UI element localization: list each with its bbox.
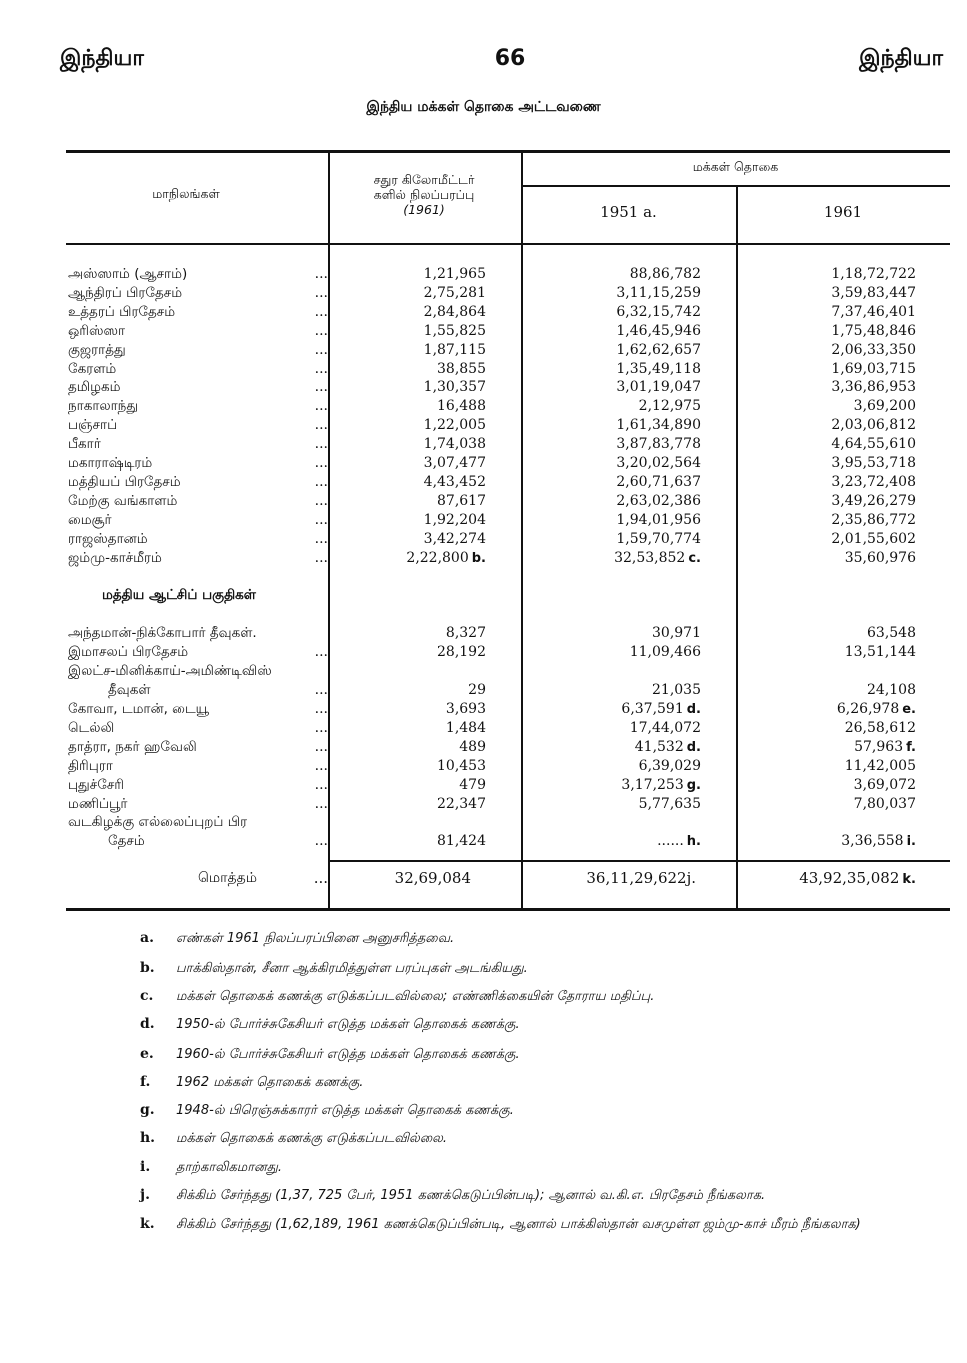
value-1961: 2,01,55,602 bbox=[831, 530, 916, 547]
area-value: 87,617 bbox=[437, 492, 486, 509]
footnote-key: j. bbox=[140, 1187, 150, 1203]
area-value: 2,75,281 bbox=[423, 284, 486, 301]
table-row bbox=[66, 341, 950, 360]
row-name: பீகார் bbox=[68, 436, 101, 453]
header-1951: 1951 a. bbox=[600, 203, 657, 221]
value-1961: 57,963 bbox=[854, 738, 904, 755]
footnote-key: i. bbox=[140, 1159, 151, 1175]
row-name: குஜராத்து bbox=[68, 341, 126, 358]
area-value: 1,484 bbox=[445, 719, 486, 736]
row-1951 bbox=[526, 511, 701, 530]
footnote-text: தாற்காலிகமானது. bbox=[176, 1160, 283, 1175]
value-1951: 11,09,466 bbox=[629, 644, 701, 661]
row-area bbox=[336, 360, 486, 379]
leader-dots: ... bbox=[314, 455, 328, 471]
area-value: 1,55,825 bbox=[423, 322, 486, 339]
row-area bbox=[336, 757, 486, 776]
footnote-text: 1962 மக்கள் தொகைக் கணக்கு. bbox=[176, 1075, 364, 1090]
area-value: 3,693 bbox=[445, 701, 486, 717]
row-name: இலட்ச-மினிக்காய்-அமிண்டிவிஸ் bbox=[68, 663, 272, 680]
leader-dots: ... bbox=[314, 757, 328, 774]
row-1961 bbox=[726, 549, 916, 568]
area-value: 1,92,204 bbox=[423, 511, 486, 528]
row-area bbox=[336, 435, 486, 454]
table-row bbox=[66, 416, 950, 435]
footnote-text: சிக்கிம் சேர்ந்தது (1,62,189, 1961 கணக்கெடுப்பின்படி, ஆனால் பாக்கிஸ்தான் வசமுள்ள ஜம்மு-காச் மீரம் நீங்கலாக) bbox=[176, 1217, 861, 1232]
area-value: 10,453 bbox=[437, 757, 486, 774]
footnote-key: g. bbox=[140, 1102, 155, 1118]
table-row bbox=[66, 776, 950, 795]
header-states: மாநிலங்கள் bbox=[152, 186, 220, 201]
table-bottom-rule bbox=[66, 908, 950, 911]
table-row bbox=[66, 757, 950, 776]
value-1951: 6,32,15,742 bbox=[616, 303, 701, 320]
row-name: ராஜஸ்தானம் bbox=[68, 530, 148, 547]
leader-dots: ... bbox=[314, 492, 328, 509]
leader-dots: ... bbox=[313, 869, 328, 887]
value-1951: 3,01,19,047 bbox=[616, 379, 701, 396]
value-1951: 1,46,45,946 bbox=[616, 322, 701, 339]
row-1951 bbox=[526, 719, 701, 738]
row-1961 bbox=[726, 473, 916, 492]
header-area-line-1: சதுர கிலோமீட்டர் bbox=[373, 172, 475, 187]
table-row bbox=[66, 832, 950, 851]
row-area bbox=[336, 738, 486, 757]
footnote-mark: c. bbox=[688, 550, 701, 566]
footnote-text: எண்கள் 1961 நிலப்பரப்பினை அனுசரித்தவை. bbox=[176, 931, 455, 946]
footnote-key: h. bbox=[140, 1130, 156, 1146]
row-area bbox=[336, 700, 486, 719]
leader-dots: ... bbox=[314, 436, 328, 453]
leader-dots: ... bbox=[314, 776, 328, 793]
table-row bbox=[66, 738, 950, 757]
row-1961 bbox=[726, 776, 916, 795]
table-row bbox=[66, 662, 950, 681]
row-1951 bbox=[526, 832, 701, 851]
area-value: 28,192 bbox=[437, 644, 486, 661]
leader-dots: ... bbox=[314, 398, 328, 415]
table-row bbox=[66, 322, 950, 341]
leader-dots: ... bbox=[314, 341, 328, 358]
value-1961: 35,60,976 bbox=[844, 549, 916, 566]
value-1961: 3,95,53,718 bbox=[831, 455, 916, 471]
leader-dots: ... bbox=[314, 833, 328, 850]
row-1961 bbox=[726, 378, 916, 397]
table-row bbox=[66, 795, 950, 814]
table-top-rule bbox=[66, 150, 950, 153]
footnote-text: மக்கள் தொகைக் கணக்கு எடுக்கப்படவில்லை. bbox=[176, 1131, 448, 1146]
row-1961 bbox=[726, 511, 916, 530]
row-1951 bbox=[526, 530, 701, 549]
area-value: 489 bbox=[459, 738, 486, 755]
row-1951 bbox=[526, 757, 701, 776]
footnote-mark: g. bbox=[686, 777, 701, 793]
row-name: வடகிழக்கு எல்லைப்புறப் பிர bbox=[68, 814, 248, 831]
row-area bbox=[336, 341, 486, 360]
leader-dots: ... bbox=[314, 473, 328, 490]
row-name: அஸ்ஸாம் (ஆசாம்) bbox=[68, 266, 188, 282]
running-header-right: இந்தியா bbox=[859, 46, 943, 71]
total-label: மொத்தம் bbox=[198, 870, 257, 886]
row-1961 bbox=[726, 416, 916, 435]
area-value: 29 bbox=[468, 682, 486, 699]
leader-dots: ... bbox=[314, 511, 328, 528]
row-name: ஒரிஸ்ஸா bbox=[68, 322, 126, 339]
area-value: 3,42,274 bbox=[423, 530, 486, 547]
leader-dots: ... bbox=[314, 266, 328, 282]
row-1961 bbox=[726, 322, 916, 341]
row-1961 bbox=[726, 265, 916, 284]
table-row bbox=[66, 681, 950, 700]
table-row bbox=[66, 700, 950, 719]
row-1951 bbox=[526, 700, 701, 719]
row-area bbox=[336, 303, 486, 322]
row-1951 bbox=[526, 624, 701, 643]
total-1961-value: 43,92,35,082 bbox=[799, 869, 900, 887]
row-area bbox=[336, 530, 486, 549]
row-1951 bbox=[526, 360, 701, 379]
row-name: தாத்ரா, நகர் ஹவேலி bbox=[68, 738, 197, 755]
value-1951: 21,035 bbox=[652, 682, 701, 699]
table-row bbox=[66, 473, 950, 492]
row-area bbox=[336, 511, 486, 530]
value-1961: 3,49,26,279 bbox=[831, 492, 916, 509]
row-1961 bbox=[726, 284, 916, 303]
row-1951 bbox=[526, 378, 701, 397]
total-top-rule bbox=[328, 860, 950, 862]
footnote-key: f. bbox=[140, 1074, 151, 1090]
row-1951 bbox=[526, 795, 701, 814]
row-1951 bbox=[526, 643, 701, 662]
row-1961 bbox=[726, 719, 916, 738]
area-value: 1,30,357 bbox=[423, 379, 486, 396]
row-name: மத்தியப் பிரதேசம் bbox=[68, 473, 181, 490]
footnote-text: 1950-ல் போர்ச்சுகேசியர் எடுத்த மக்கள் தொகைக் கணக்கு. bbox=[176, 1017, 520, 1032]
row-1961 bbox=[726, 303, 916, 322]
value-1951: 88,86,782 bbox=[629, 266, 701, 282]
leader-dots: ... bbox=[314, 379, 328, 396]
leader-dots: ... bbox=[314, 417, 328, 434]
area-value: 81,424 bbox=[437, 833, 486, 850]
footnote-mark: d. bbox=[686, 739, 701, 755]
value-1951: 1,35,49,118 bbox=[616, 360, 701, 377]
value-1951: ...... bbox=[657, 833, 684, 850]
table-row bbox=[66, 284, 950, 303]
row-1951 bbox=[526, 454, 701, 473]
area-value: 1,21,965 bbox=[423, 266, 486, 282]
row-area bbox=[336, 416, 486, 435]
value-1951: 2,60,71,637 bbox=[616, 473, 701, 490]
row-1961 bbox=[726, 341, 916, 360]
table-row bbox=[66, 378, 950, 397]
row-1951 bbox=[526, 416, 701, 435]
header-area-line-3: (1961) bbox=[403, 202, 445, 217]
value-1961: 3,23,72,408 bbox=[831, 473, 916, 490]
table-row bbox=[66, 530, 950, 549]
total-row bbox=[66, 866, 950, 890]
row-area bbox=[336, 624, 486, 643]
value-1951: 6,37,591 bbox=[621, 701, 684, 717]
table-row bbox=[66, 303, 950, 322]
row-name: டெல்லி bbox=[68, 719, 115, 736]
row-area bbox=[336, 322, 486, 341]
leader-dots: ... bbox=[314, 303, 328, 320]
row-1961 bbox=[726, 530, 916, 549]
table-row bbox=[66, 624, 950, 643]
row-area bbox=[336, 549, 486, 568]
header-population: மக்கள் தொகை bbox=[692, 159, 779, 174]
row-name: இமாசலப் பிரதேசம் bbox=[68, 644, 189, 661]
row-1951 bbox=[526, 322, 701, 341]
area-value: 16,488 bbox=[437, 398, 486, 415]
leader-dots: ... bbox=[314, 284, 328, 301]
page-number: 66 bbox=[494, 46, 526, 71]
header-area bbox=[334, 172, 514, 217]
row-name: மகாராஷ்டிரம் bbox=[68, 455, 153, 471]
footnote-mark: i. bbox=[906, 834, 916, 850]
value-1961: 26,58,612 bbox=[844, 719, 916, 736]
row-name: மேற்கு வங்காளம் bbox=[68, 492, 178, 509]
table-row bbox=[66, 511, 950, 530]
footnote-key: c. bbox=[140, 988, 154, 1004]
value-1961: 4,64,55,610 bbox=[831, 436, 916, 453]
row-area bbox=[336, 378, 486, 397]
row-name: ஆந்திரப் பிரதேசம் bbox=[68, 284, 183, 301]
row-area bbox=[336, 719, 486, 738]
leader-dots: ... bbox=[314, 701, 328, 717]
value-1951: 6,39,029 bbox=[638, 757, 701, 774]
leader-dots: ... bbox=[314, 530, 328, 547]
area-value: 38,855 bbox=[437, 360, 486, 377]
area-value: 1,87,115 bbox=[423, 341, 486, 358]
table-row bbox=[66, 360, 950, 379]
row-name: தமிழகம் bbox=[68, 379, 121, 396]
row-1961 bbox=[726, 738, 916, 757]
footnote-mark: e. bbox=[902, 702, 916, 717]
area-value: 1,22,005 bbox=[423, 417, 486, 434]
footnote-text: 1960-ல் போர்ச்சுகேசியர் எடுத்த மக்கள் தொகைக் கணக்கு. bbox=[176, 1047, 520, 1062]
area-value: 22,347 bbox=[437, 795, 486, 812]
value-1961: 1,18,72,722 bbox=[831, 266, 916, 282]
row-1951 bbox=[526, 284, 701, 303]
area-value: 2,22,800 bbox=[406, 549, 469, 566]
row-1961 bbox=[726, 397, 916, 416]
total-1961 bbox=[726, 866, 916, 892]
row-1951 bbox=[526, 265, 701, 284]
table-row bbox=[66, 397, 950, 416]
table-title: இந்திய மக்கள் தொகை அட்டவணை bbox=[366, 99, 601, 115]
row-name: தேசம் bbox=[108, 833, 145, 850]
row-1951 bbox=[526, 435, 701, 454]
row-name: கோவா, டமான், டையூ bbox=[68, 701, 210, 717]
table-row bbox=[66, 549, 950, 568]
value-1951: 3,17,253 bbox=[621, 776, 684, 793]
row-1961 bbox=[726, 492, 916, 511]
row-1961 bbox=[726, 681, 916, 700]
row-1951 bbox=[526, 738, 701, 757]
leader-dots: ... bbox=[314, 322, 328, 339]
table-row bbox=[66, 719, 950, 738]
table-row bbox=[66, 492, 950, 511]
value-1961: 3,69,200 bbox=[853, 398, 916, 415]
row-name: புதுச்சேரி bbox=[68, 776, 125, 793]
row-name: ஜம்மு-காச்மீரம் bbox=[68, 549, 162, 566]
footnote-key: k. bbox=[140, 1216, 155, 1232]
area-value: 2,84,864 bbox=[423, 303, 486, 320]
area-value: 479 bbox=[459, 776, 486, 793]
row-1951 bbox=[526, 492, 701, 511]
value-1961: 24,108 bbox=[867, 682, 916, 699]
value-1951: 1,59,70,774 bbox=[616, 530, 701, 547]
value-1961: 3,69,072 bbox=[853, 776, 916, 793]
value-1951: 2,63,02,386 bbox=[616, 492, 701, 509]
leader-dots: ... bbox=[314, 360, 328, 377]
row-1951 bbox=[526, 776, 701, 795]
value-1961: 11,42,005 bbox=[844, 757, 916, 774]
row-1961 bbox=[726, 700, 916, 719]
value-1951: 1,62,62,657 bbox=[616, 341, 701, 358]
value-1961: 3,36,86,953 bbox=[831, 379, 916, 396]
value-1961: 7,80,037 bbox=[853, 795, 916, 812]
value-1961: 1,75,48,846 bbox=[831, 322, 916, 339]
footnote-mark: d. bbox=[686, 702, 701, 717]
footnote-text: 1948-ல் பிரெஞ்சுக்காரர் எடுத்த மக்கள் தொகைக் கணக்கு. bbox=[176, 1103, 514, 1118]
value-1951: 2,12,975 bbox=[638, 398, 701, 415]
row-area bbox=[336, 473, 486, 492]
row-1961 bbox=[726, 832, 916, 851]
value-1951: 41,532 bbox=[634, 738, 684, 755]
row-name: தீவுகள் bbox=[108, 682, 151, 699]
value-1951: 32,53,852 bbox=[614, 549, 686, 566]
header-1961: 1961 bbox=[823, 203, 863, 221]
running-header-left: இந்தியா bbox=[60, 46, 144, 71]
footnote-text: சிக்கிம் சேர்ந்தது (1,37, 725 பேர், 1951 கணக்கெடுப்பின்படி); ஆனால் வ.கி.எ. பிரதேசம் நீங்கலாக. bbox=[176, 1188, 766, 1203]
row-area bbox=[336, 492, 486, 511]
row-area bbox=[336, 397, 486, 416]
footnote-key: d. bbox=[140, 1016, 155, 1032]
leader-dots: ... bbox=[314, 738, 328, 755]
row-name: மைசூர் bbox=[68, 511, 112, 528]
row-1951 bbox=[526, 341, 701, 360]
row-area bbox=[336, 284, 486, 303]
footnote-key: e. bbox=[140, 1046, 154, 1062]
row-name: நாகாலாந்து bbox=[68, 398, 139, 415]
value-1951: 30,971 bbox=[652, 625, 701, 642]
row-1961 bbox=[726, 435, 916, 454]
value-1951: 3,87,83,778 bbox=[616, 436, 701, 453]
table-row bbox=[66, 813, 950, 832]
area-value: 4,43,452 bbox=[423, 473, 486, 490]
header-area-line-2: களில் நிலப்பரப்பு bbox=[373, 187, 475, 202]
row-name: கேரளம் bbox=[68, 360, 117, 377]
table-row bbox=[66, 454, 950, 473]
value-1951: 1,94,01,956 bbox=[616, 511, 701, 528]
table-row bbox=[66, 643, 950, 662]
footnote-mark: h. bbox=[686, 834, 701, 850]
leader-dots: ... bbox=[314, 682, 328, 699]
value-1961: 2,35,86,772 bbox=[831, 511, 916, 528]
section-title: மத்திய ஆட்சிப் பகுதிகள் bbox=[102, 587, 256, 604]
area-value: 8,327 bbox=[445, 625, 486, 642]
row-1951 bbox=[526, 473, 701, 492]
value-1951: 1,61,34,890 bbox=[616, 417, 701, 434]
footnote-text: மக்கள் தொகைக் கணக்கு எடுக்கப்படவில்லை; எண்ணிக்கையின் தோராய மதிப்பு. bbox=[176, 989, 655, 1004]
header-bottom-rule bbox=[66, 243, 950, 245]
value-1961: 13,51,144 bbox=[844, 644, 916, 661]
leader-dots: ... bbox=[314, 719, 328, 736]
value-1951: 3,11,15,259 bbox=[616, 284, 701, 301]
row-1951 bbox=[526, 303, 701, 322]
leader-dots: ... bbox=[314, 644, 328, 661]
value-1951: 5,77,635 bbox=[638, 795, 701, 812]
value-1961: 1,69,03,715 bbox=[831, 360, 916, 377]
row-1951 bbox=[526, 681, 701, 700]
table-row bbox=[66, 435, 950, 454]
row-name: பஞ்சாப் bbox=[68, 417, 118, 434]
row-area bbox=[336, 795, 486, 814]
area-value: 3,07,477 bbox=[423, 455, 486, 471]
total-1951: 36,11,29,622j. bbox=[586, 869, 696, 887]
leader-dots: ... bbox=[314, 795, 328, 812]
row-1951 bbox=[526, 549, 701, 568]
value-1961: 3,36,558 bbox=[841, 833, 904, 850]
row-1961 bbox=[726, 624, 916, 643]
value-1961: 2,06,33,350 bbox=[831, 341, 916, 358]
row-name: உத்தரப் பிரதேசம் bbox=[68, 303, 176, 320]
leader-dots: ... bbox=[314, 549, 328, 566]
row-name: மணிப்பூர் bbox=[68, 795, 128, 812]
row-area bbox=[336, 265, 486, 284]
area-value: 1,74,038 bbox=[423, 436, 486, 453]
value-1961: 6,26,978 bbox=[836, 701, 900, 717]
row-1961 bbox=[726, 360, 916, 379]
row-1961 bbox=[726, 643, 916, 662]
footnote-mark: f. bbox=[906, 739, 916, 755]
row-1951 bbox=[526, 397, 701, 416]
value-1961: 7,37,46,401 bbox=[831, 303, 916, 320]
row-1961 bbox=[726, 757, 916, 776]
row-name: அந்தமான்-நிக்கோபார் தீவுகள். bbox=[68, 625, 257, 642]
row-name: திரிபுரா bbox=[68, 757, 113, 774]
row-1961 bbox=[726, 454, 916, 473]
value-1961: 2,03,06,812 bbox=[831, 417, 916, 434]
footnote-mark: b. bbox=[471, 550, 486, 566]
row-area bbox=[336, 832, 486, 851]
row-1961 bbox=[726, 795, 916, 814]
population-table bbox=[66, 150, 950, 912]
row-area bbox=[336, 643, 486, 662]
footnote-key: a. bbox=[140, 930, 154, 946]
value-1951: 3,20,02,564 bbox=[616, 455, 701, 471]
row-area bbox=[336, 454, 486, 473]
footnote-key: b. bbox=[140, 960, 155, 976]
value-1961: 63,548 bbox=[867, 625, 916, 642]
value-1951: 17,44,072 bbox=[629, 719, 701, 736]
table-row bbox=[66, 265, 950, 284]
row-area bbox=[336, 681, 486, 700]
row-area bbox=[336, 776, 486, 795]
total-area: 32,69,084 bbox=[394, 869, 471, 887]
total-1961-mark: k. bbox=[902, 872, 916, 887]
footnote-text: பாக்கிஸ்தான், சீனா ஆக்கிரமித்துள்ள பரப்புகள் அடங்கியது. bbox=[176, 961, 528, 976]
value-1961: 3,59,83,447 bbox=[831, 284, 916, 301]
